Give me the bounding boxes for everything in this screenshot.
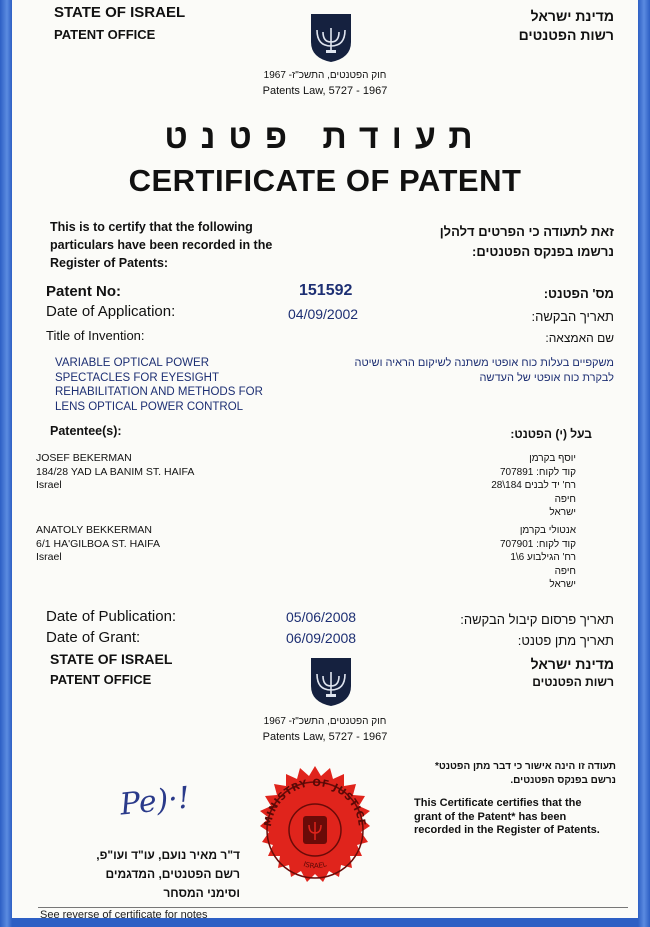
patentee-1-en: JOSEF BEKERMAN 184/28 YAD LA BANIM ST. HAIFA Israel (36, 452, 195, 491)
patentee-2-en: ANATOLY BEKKERMAN 6/1 HA'GILBOA ST. HAIFA Israel (36, 524, 160, 563)
application-date: 04/09/2002 (288, 306, 359, 322)
certificate-paper (12, 0, 638, 918)
lower-office-en: PATENT OFFICE (50, 672, 152, 687)
note-he: תעודה זו הינה אישור כי דבר מתן הפטנט* נרשם בפנקס הפטנטים. (434, 761, 616, 786)
header-office-en: PATENT OFFICE (54, 27, 156, 42)
header-office-he: רשות הפטנטים (518, 27, 614, 43)
law-en-lower: Patents Law, 5727 - 1967 (262, 731, 388, 743)
header-state-en: STATE OF ISRAEL (54, 4, 186, 21)
bottom-divider (38, 907, 628, 908)
patentees-label: Patentee(s): (50, 424, 122, 438)
publication-label: Date of Publication: (46, 608, 177, 625)
patent-no-label: Patent No: (46, 283, 121, 300)
law-he-top: חוק הפטנטים, התשכ"ז- 1967 (263, 70, 387, 81)
title-he: תעודת פטנט (164, 118, 486, 156)
application-he: תאריך הבקשה: (531, 309, 614, 324)
grant-label: Date of Grant: (46, 629, 141, 646)
menorah-emblem-icon (305, 12, 357, 64)
publication-date: 05/06/2008 (286, 609, 357, 625)
law-en-top: Patents Law, 5727 - 1967 (262, 85, 388, 97)
registrar-signature: Pe)·! (118, 780, 192, 823)
publication-he: תאריך פרסום קיבול הבקשה: (460, 612, 614, 627)
seal-text: MINISTRY OF JUSTICE (262, 777, 367, 828)
grant-date: 06/09/2008 (286, 630, 357, 646)
lower-office-he: רשות הפטנטים (532, 675, 614, 689)
patent-no-value: 151592 (299, 282, 353, 299)
lower-state-he: מדינת ישראל (530, 656, 614, 672)
reverse-note: See reverse of certificate for notes (40, 909, 208, 918)
title-en: CERTIFICATE OF PATENT (128, 163, 522, 198)
grant-he: תאריך מתן פטנט: (517, 633, 614, 648)
patentee-2-he: אנטולי בקרמן קוד לקוח: 707901 רח' הגילבוע 6\1 חיפה ישראל (499, 525, 576, 590)
patentees-he: בעל (י) הפטנט: (510, 427, 592, 441)
seal-bottom-text: ISRAEL (302, 860, 328, 871)
invention-title-he: משקפיים בעלות כוח אופטי משתנה לשיקום הראיה ושיטה לבקרת כוח אופטי של העדשה (354, 357, 614, 384)
note-en: This Certificate certifies that the grant of the Patent* has been recorded in the Register of Patents. (414, 797, 600, 836)
certify-en: This is to certify that the following particulars have been recorded in the Register of Patents: (50, 220, 273, 270)
law-he-lower: חוק הפטנטים, התשכ"ז- 1967 (263, 716, 387, 727)
title-of-invention-label: Title of Invention: (46, 328, 145, 343)
application-label: Date of Application: (46, 303, 176, 320)
registrar-name-he: ד"ר מאיר נועם, עו"ד ועו"פ, רשם הפטנטים, המדגמים וסימני המסחר (96, 848, 240, 900)
title-of-invention-he: שם האמצאה: (545, 331, 614, 345)
patent-no-he: מס' הפטנט: (543, 286, 614, 301)
patentee-1-he: יוסף בקרמן קוד לקוח: 707891 רח' יד לבנים 184\28 חיפה ישראל (491, 453, 576, 518)
invention-title-en: VARIABLE OPTICAL POWER SPECTACLES FOR EYESIGHT REHABILITATION AND METHODS FOR LENS OPTICAL POWER CONTROL (55, 357, 263, 413)
certify-he: זאת לתעודה כי הפרטים דלהלן נרשמו בפנקס הפטנטים: (439, 224, 614, 259)
lower-state-en: STATE OF ISRAEL (50, 651, 173, 667)
ministry-of-justice-seal-icon (249, 764, 381, 896)
header-state-he: מדינת ישראל (530, 8, 614, 24)
menorah-emblem-lower-icon (305, 656, 357, 708)
